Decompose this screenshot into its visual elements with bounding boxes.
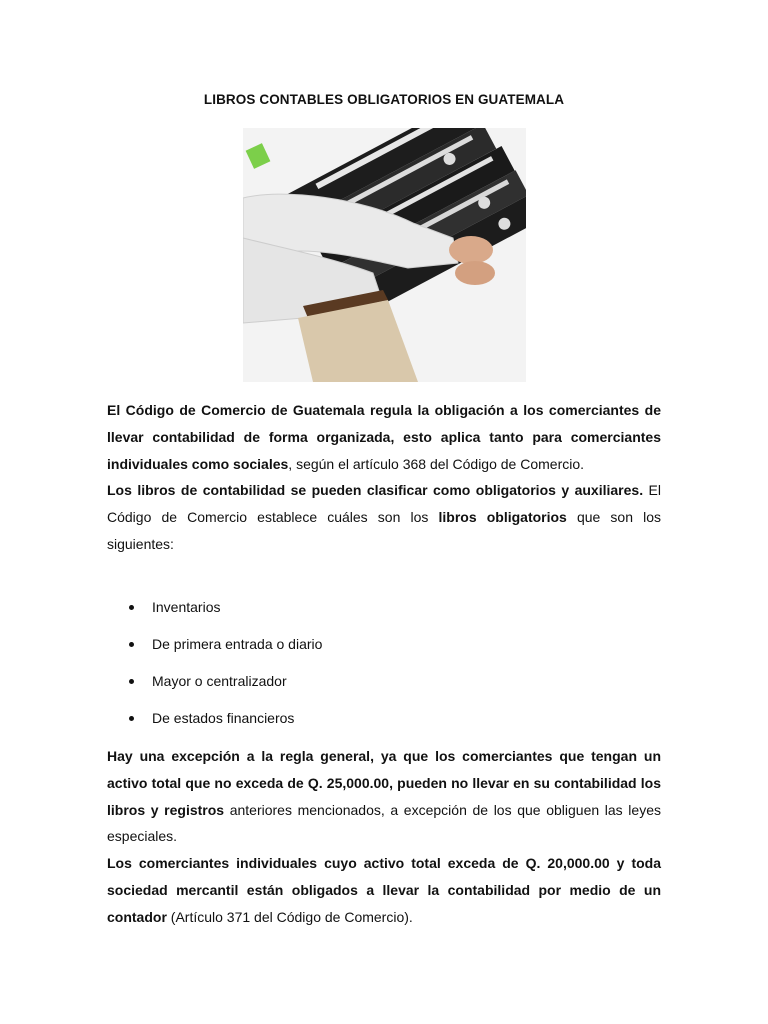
list-item bbox=[107, 594, 322, 631]
bullet-icon bbox=[129, 716, 134, 721]
paragraph-2-text: El Código de Comercio establece cuáles son los bbox=[107, 482, 661, 526]
list-item-label: De estados financieros bbox=[152, 710, 295, 726]
list-item bbox=[107, 705, 322, 742]
paragraph-1-bold: El Código de Comercio de Guatemala regula la obligación a los comerciantes de llevar contabilidad de forma organizada, esto aplica tanto para comerciantes individuales como sociales bbox=[107, 402, 661, 472]
paragraph-1-text: , según el artículo 368 del Código de Comercio. bbox=[288, 455, 585, 472]
obligatory-books-list bbox=[107, 594, 322, 742]
binders-illustration bbox=[243, 128, 526, 382]
bullet-icon bbox=[129, 605, 134, 610]
paragraph-3-text: anteriores mencionados, a excepción de los que obliguen las leyes especiales. bbox=[107, 801, 661, 845]
paragraph-1 bbox=[107, 397, 661, 558]
paragraph-4-bold: Los comerciantes individuales cuyo activo total exceda de Q. 20,000.00 y toda sociedad mercantil están obligados a llevar la contabilidad por medio de un contador bbox=[107, 855, 661, 925]
list-item bbox=[107, 668, 322, 705]
paragraph-3 bbox=[107, 743, 661, 931]
paragraph-2-text-end: que son los siguientes: bbox=[107, 509, 662, 552]
list-item-label: Mayor o centralizador bbox=[152, 673, 287, 689]
paragraph-4-text: (Artículo 371 del Código de Comercio). bbox=[166, 908, 413, 925]
man-carrying-binders-photo bbox=[243, 128, 526, 382]
bullet-icon bbox=[129, 679, 134, 684]
paragraph-3-bold: Hay una excepción a la regla general, ya que los comerciantes que tengan un activo total que no exceda de Q. 25,000.00, pueden no llevar en su contabilidad los libros y registros bbox=[107, 748, 661, 818]
bullet-icon bbox=[129, 642, 134, 647]
paragraph-2-bold: Los libros de contabilidad se pueden clasificar como obligatorios y auxiliares. bbox=[107, 482, 644, 499]
list-item-label: Inventarios bbox=[152, 599, 221, 615]
document-title: LIBROS CONTABLES OBLIGATORIOS EN GUATEMALA bbox=[203, 92, 565, 107]
paragraph-2-bold-2: libros obligatorios bbox=[438, 509, 567, 526]
list-item-label: De primera entrada o diario bbox=[152, 636, 323, 652]
list-item bbox=[107, 631, 322, 668]
